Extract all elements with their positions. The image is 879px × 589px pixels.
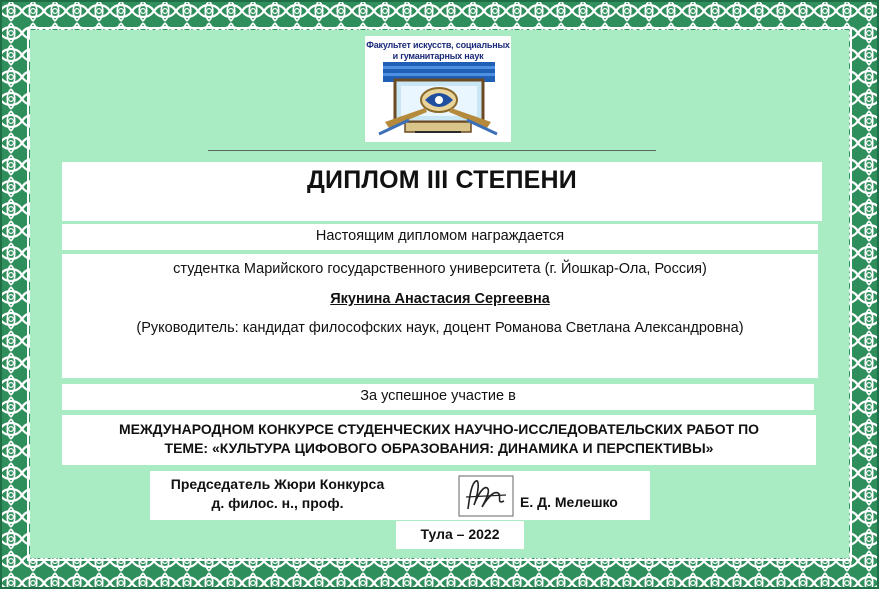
title-divider — [208, 150, 656, 151]
contest-panel — [62, 415, 816, 465]
signature-icon — [458, 475, 514, 517]
diploma-title: ДИПЛОМ III СТЕПЕНИ — [307, 166, 577, 194]
contest-name — [62, 420, 816, 458]
participation-panel — [62, 384, 814, 410]
student-affiliation: студентка Марийского государственного университета (г. Йошкар-Ола, Россия) — [173, 261, 707, 277]
jury-chair-title: Председатель Жюри Конкурса — [170, 476, 385, 492]
faculty-logo — [365, 36, 511, 142]
city-year: Тула – 2022 — [420, 526, 500, 542]
contest-name-line2: ТЕМЕ: «КУЛЬТУРА ЦИФОВОГО ОБРАЗОВАНИЯ: ДИНАМИКА И ПЕРСПЕКТИВЫ» — [164, 440, 714, 456]
logo-caption-line2: и гуманитарных наук — [392, 51, 484, 61]
jury-chair-degree: д. филос. н., проф. — [211, 495, 344, 511]
jury-panel — [150, 471, 650, 520]
contest-name-line1: МЕЖДУНАРОДНОМ КОНКУРСЕ СТУДЕНЧЕСКИХ НАУЧНО-ИССЛЕДОВАТЕЛЬСКИХ РАБОТ ПО — [118, 421, 760, 437]
awarded-text: Настоящим дипломом награждается — [315, 228, 565, 244]
title-panel — [62, 162, 822, 221]
supervisor-text: (Руководитель: кандидат философских наук, доцент Романова Светлана Александровна) — [136, 320, 744, 336]
signer-name: Е. Д. Мелешко — [520, 494, 618, 510]
student-name-line — [62, 291, 818, 307]
logo-caption-line1: Факультет искусств, социальных — [366, 40, 510, 50]
faculty-emblem-icon — [365, 60, 511, 142]
student-panel — [62, 254, 818, 378]
student-name: Якунина Анастасия Сергеевна — [330, 291, 550, 307]
city-year-panel — [396, 521, 524, 549]
participation-text: За успешное участие в — [360, 388, 516, 404]
logo-caption — [365, 40, 511, 62]
awarded-panel — [62, 224, 818, 250]
